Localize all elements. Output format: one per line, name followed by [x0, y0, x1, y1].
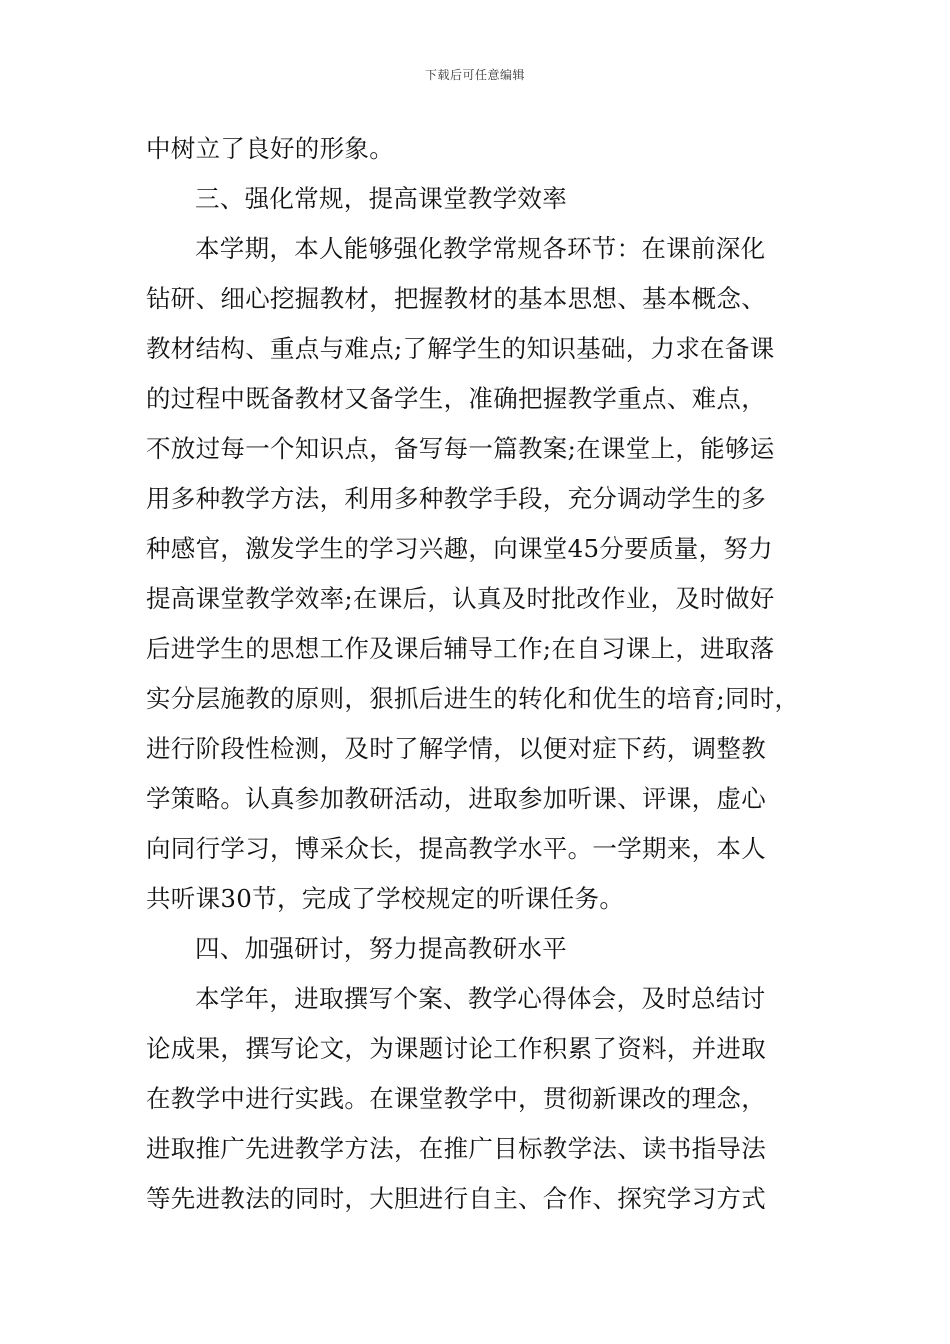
text-line: 教材结构、重点与难点;了解学生的知识基础，力求在备课 [146, 334, 775, 363]
section-heading: 三、强化常规，提高课堂教学效率 [195, 184, 567, 213]
page-header-note: 下载后可任意编辑 [424, 68, 525, 82]
text-line: 用多种教学方法，利用多种教学手段，充分调动学生的多 [146, 484, 766, 513]
text-line: 进行阶段性检测，及时了解学情，以便对症下药，调整教 [146, 734, 766, 763]
document-body [146, 124, 826, 1224]
text-line: 不放过每一个知识点，备写每一篇教案;在课堂上，能够运 [146, 434, 775, 463]
text-line: 钻研、细心挖掘教材，把握教材的基本思想、基本概念、 [146, 284, 766, 313]
text-line: 向同行学习，博采众长，提高教学水平。一学期来，本人 [146, 834, 766, 863]
text-line: 的过程中既备教材又备学生，准确把握教学重点、难点， [146, 384, 766, 413]
text-line: 中树立了良好的形象。 [146, 134, 394, 163]
text-line: 实分层施教的原则，狠抓后进生的转化和优生的培育;同时， [146, 684, 800, 713]
paragraph-first-line: 本学年，进取撰写个案、教学心得体会，及时总结讨 [195, 984, 766, 1013]
section-heading: 四、加强研讨，努力提高教研水平 [195, 934, 567, 963]
text-line: 论成果，撰写论文，为课题讨论工作积累了资料，并进取 [146, 1034, 766, 1063]
text-line: 提高课堂教学效率;在课后，认真及时批改作业，及时做好 [146, 584, 775, 613]
text-line: 后进学生的思想工作及课后辅导工作;在自习课上，进取落 [146, 634, 775, 663]
text-line: 种感官，激发学生的学习兴趣，向课堂45分要质量，努力 [146, 534, 773, 563]
text-line: 学策略。认真参加教研活动，进取参加听课、评课，虚心 [146, 784, 766, 813]
text-line: 在教学中进行实践。在课堂教学中，贯彻新课改的理念， [146, 1084, 766, 1113]
text-line: 共听课30节，完成了学校规定的听课任务。 [146, 884, 625, 913]
text-line: 进取推广先进教学方法，在推广目标教学法、读书指导法 [146, 1134, 766, 1163]
text-line: 等先进教法的同时，大胆进行自主、合作、探究学习方式 [146, 1184, 766, 1213]
paragraph-first-line: 本学期，本人能够强化教学常规各环节：在课前深化 [195, 234, 766, 263]
